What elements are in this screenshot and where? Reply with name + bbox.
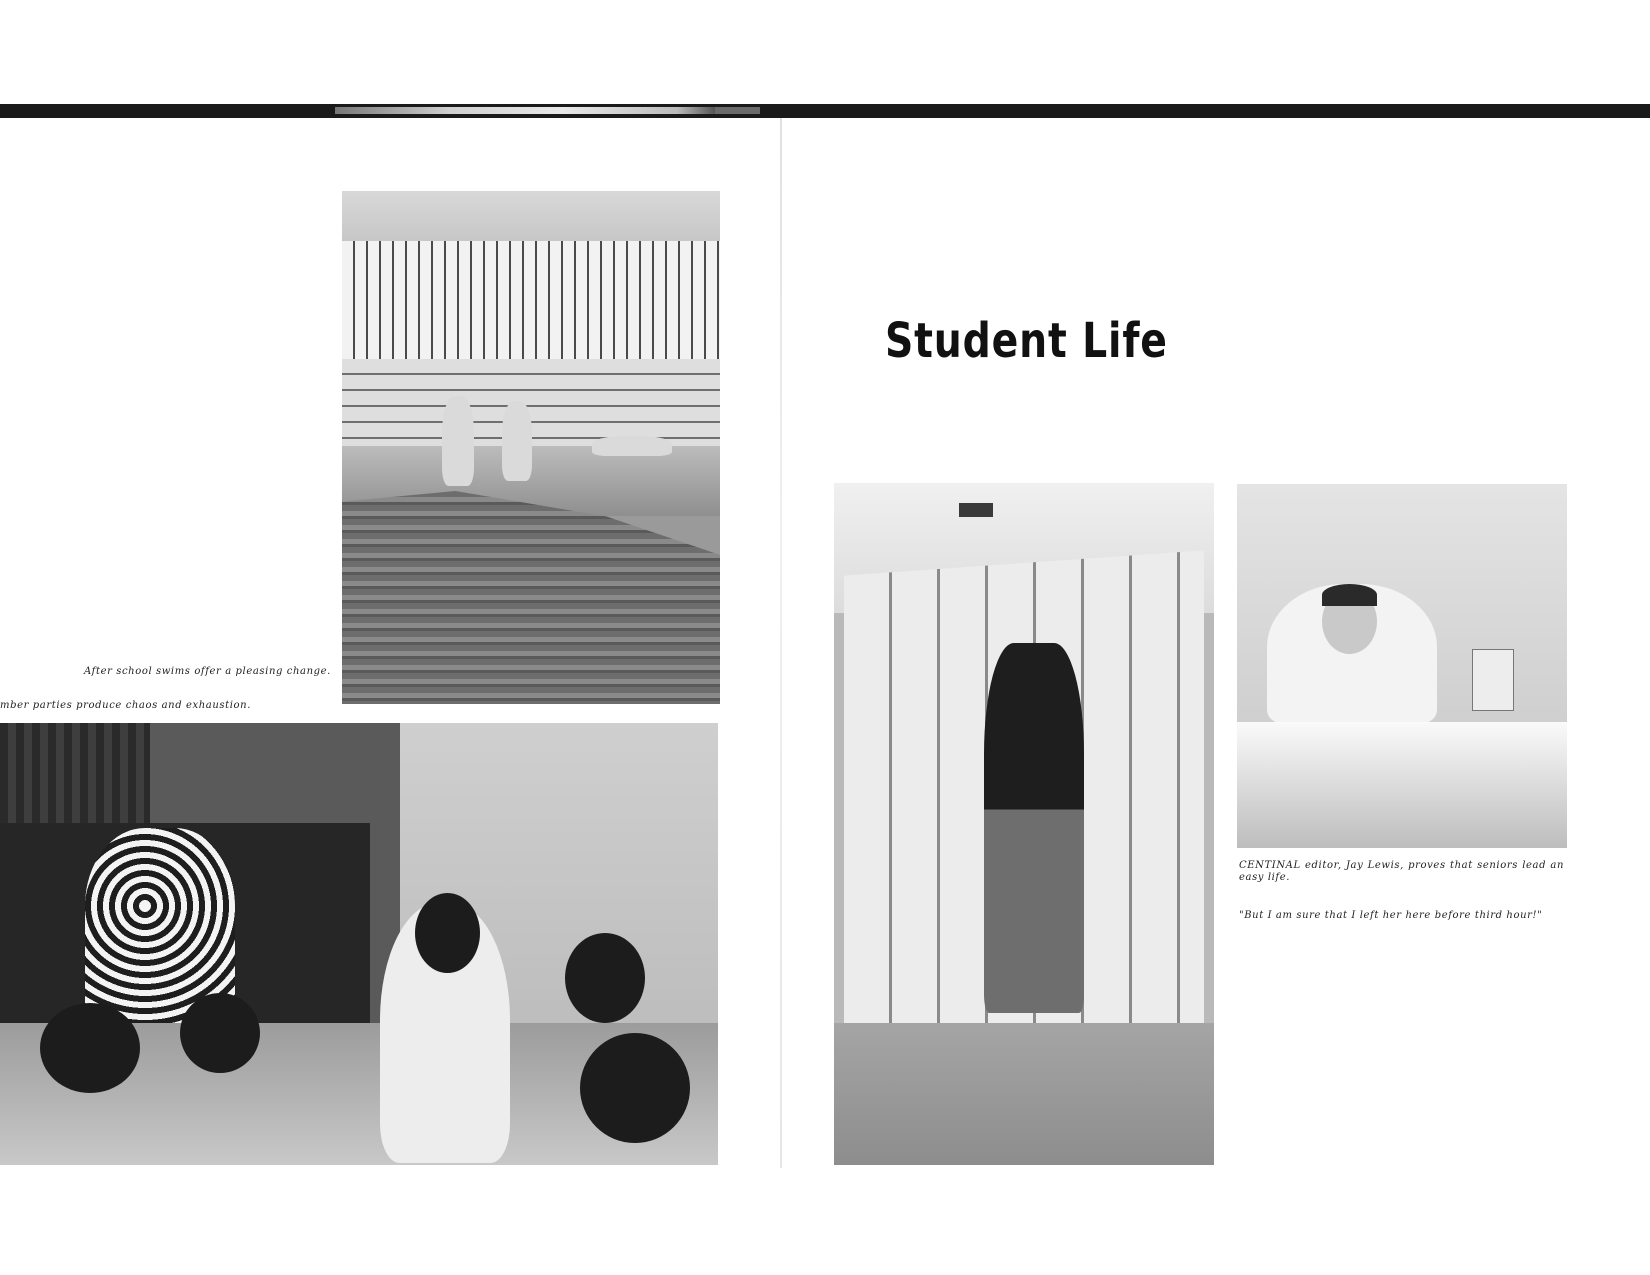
band-glare <box>335 107 715 114</box>
page-title: Student Life <box>885 313 1168 369</box>
party-photo <box>0 723 718 1165</box>
photo-hair <box>565 933 645 1023</box>
photo-editor-hair <box>1322 584 1377 606</box>
photo-student-at-locker <box>984 643 1084 1013</box>
editor-caption: CENTINAL editor, Jay Lewis, proves that seniors lead an easy life. <box>1239 860 1564 883</box>
page-edge-band <box>0 104 1650 118</box>
party-caption: mber parties produce chaos and exhaustion. <box>0 700 251 711</box>
photo-hair <box>415 893 480 973</box>
photo-floor <box>834 1023 1214 1165</box>
editor-photo <box>1237 484 1567 848</box>
locker-photo <box>834 483 1214 1165</box>
locker-caption: "But I am sure that I left her here before third hour!" <box>1239 910 1543 921</box>
band-glare <box>715 107 760 114</box>
photo-box <box>1472 649 1514 711</box>
page-gutter <box>780 118 782 1168</box>
photo-hair <box>180 993 260 1073</box>
photo-swimmer <box>442 396 474 486</box>
photo-swimmer <box>592 436 672 456</box>
photo-layout-table <box>1237 722 1567 848</box>
photo-swimmer <box>502 401 532 481</box>
photo-hair <box>580 1033 690 1143</box>
pool-photo <box>342 191 720 704</box>
pool-caption: After school swims offer a pleasing change. <box>84 666 331 677</box>
photo-hair <box>40 1003 140 1093</box>
photo-pool-water <box>342 491 720 704</box>
photo-fence <box>342 241 720 361</box>
photo-arrow-sign <box>959 503 993 517</box>
